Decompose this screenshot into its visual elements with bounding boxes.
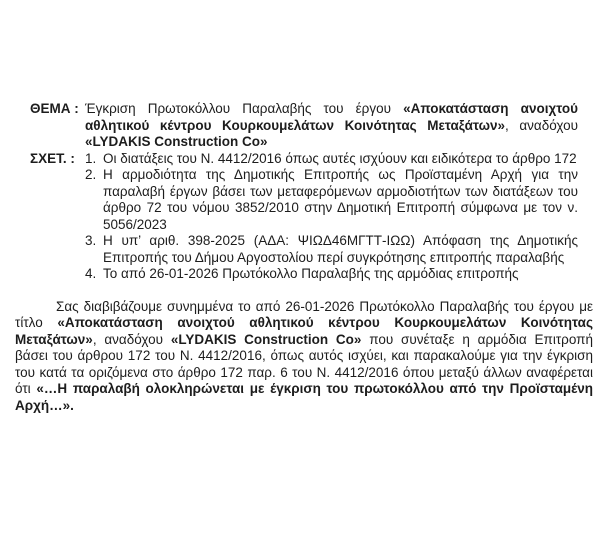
reference-number: 3. — [85, 233, 97, 248]
text-segment: «Αποκατάσταση ανοιχτού αθλητικού κέντρου Κουρκουμελάτων Κοινότητας Μεταξάτων» — [15, 315, 593, 347]
subject-section — [30, 101, 578, 151]
reference-number: 4. — [85, 266, 97, 281]
body-paragraph — [15, 299, 593, 415]
reference-item — [85, 266, 578, 283]
reference-item — [85, 167, 578, 233]
reference-text: Η υπ’ αριθ. 398-2025 (ΑΔΑ: ΨΙΩΔ46ΜΓΤΤ-ΙΩΩ) Απόφαση της Δημοτικής Επιτροπής του Δήμου Αργοστολίου περί συγκρότησης επιτροπής παραλαβής — [103, 233, 578, 265]
reference-number: 1. — [85, 150, 97, 166]
document-body — [0, 101, 608, 414]
text-segment: «LYDAKIS Construction Co» — [85, 134, 268, 149]
text-segment: «LYDAKIS Construction Co» — [170, 331, 362, 347]
text-segment: «…Η παραλαβή ολοκληρώνεται με έγκριση του πρωτοκόλλου από την Προϊσταμένη Αρχή…». — [15, 381, 593, 413]
reference-item — [85, 151, 578, 168]
text-segment: , αναδόχου — [92, 331, 171, 347]
text-segment: «Αποκατάσταση ανοιχτού αθλητικού κέντρου Κουρκουμελάτων Κοινότητας Μεταξάτων» — [85, 101, 578, 133]
reference-text: Οι διατάξεις του Ν. 4412/2016 όπως αυτές ισχύουν και ειδικότερα το άρθρο 172 — [103, 150, 577, 166]
text-segment: Σας διαβιβάζουμε συνημμένα το από 26-01-2026 Πρωτόκολλο Παραλαβής του έργου με τίτλο — [15, 298, 593, 330]
subject-label: ΘΕΜΑ : — [30, 101, 79, 116]
reference-number: 2. — [85, 167, 97, 182]
subject-text — [85, 101, 578, 151]
text-segment: που συνέταξε η αρμόδια Επιτροπή βάσει του άρθρου 172 του Ν. 4412/2016, όπως αυτός ισχύει, και παρακαλούμε για την έγκριση του κατά τα οριζόμενα στο άρθρο 172 παρ. 6 του Ν. 4412/2016 όπου μεταξύ άλλων αναφέρεται ότι — [15, 331, 593, 396]
references-section — [30, 151, 578, 283]
reference-item — [85, 233, 578, 266]
references-list — [85, 151, 578, 283]
references-label: ΣΧΕΤ. : — [30, 150, 75, 166]
reference-text: Η αρμοδιότητα της Δημοτικής Επιτροπής ως Προϊσταμένη Αρχή για την παραλαβή έργων βάσει των μεταφερόμενων αρμοδιοτήτων των διατάξεων του άρθρο 72 του νόμου 3852/2010 στην Δημοτική Επιτροπή σύμφωνα με τον ν. 5056/2023 — [103, 167, 578, 232]
reference-text: Το από 26-01-2026 Πρωτόκολλο Παραλαβής της αρμόδιας επιτροπής — [103, 266, 519, 281]
text-segment: Έγκριση Πρωτοκόλλου Παραλαβής του έργου — [85, 101, 404, 116]
text-segment: , αναδόχου — [505, 117, 578, 133]
